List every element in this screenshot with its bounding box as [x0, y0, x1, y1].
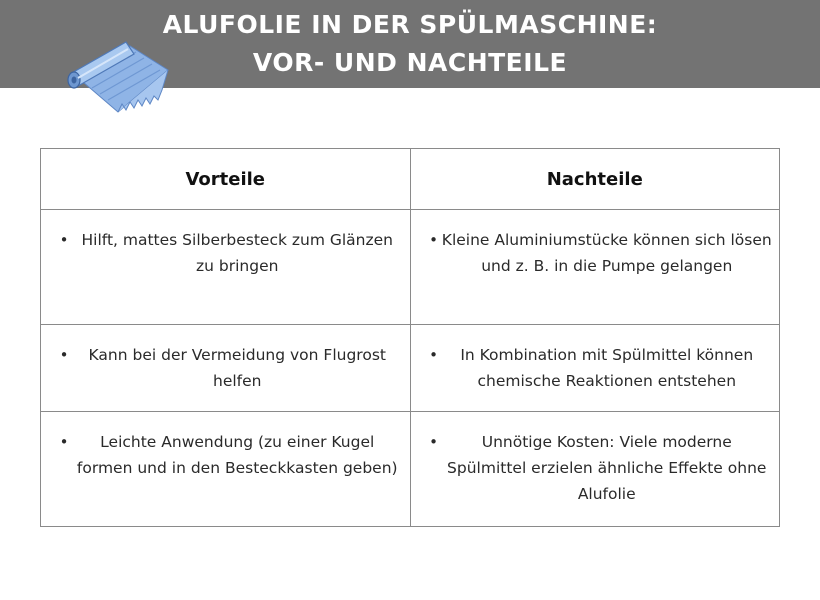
nachteil-text: Unnötige Kosten: Viele moderne Spülmittel erzielen ähnliche Effekte ohne Alufolie — [447, 433, 767, 503]
table-row — [41, 210, 780, 325]
table-row — [41, 325, 780, 412]
bullet-icon: • — [59, 231, 69, 249]
column-header-nachteile: Nachteile — [410, 149, 780, 210]
nachteil-text: In Kombination mit Spülmittel können chemische Reaktionen entstehen — [460, 346, 754, 390]
vorteil-text: Leichte Anwendung (zu einer Kugel formen und in den Besteckkasten geben) — [76, 433, 398, 477]
bullet-icon: • — [429, 231, 438, 249]
title-line-2: VOR- UND NACHTEILE — [252, 48, 568, 77]
bullet-icon: • — [429, 346, 438, 364]
bullet-icon: • — [59, 346, 69, 364]
vorteil-text: Hilft, mattes Silberbesteck zum Glänzen zu bringen — [81, 231, 393, 275]
pros-cons-table — [40, 148, 780, 527]
table-row — [41, 412, 780, 527]
title-line-1: ALUFOLIE IN DER SPÜLMASCHINE: — [162, 10, 658, 39]
column-header-vorteile: Vorteile — [41, 149, 411, 210]
nachteil-text: Kleine Aluminiumstücke können sich lösen und z. B. in die Pumpe gelangen — [441, 231, 772, 275]
bullet-icon: • — [59, 433, 69, 451]
vorteil-cell — [41, 210, 411, 325]
vorteil-cell — [41, 412, 411, 527]
vorteil-text: Kann bei der Vermeidung von Flugrost helfen — [88, 346, 386, 390]
nachteil-cell — [410, 325, 780, 412]
bullet-icon: • — [429, 433, 438, 451]
nachteil-cell — [410, 210, 780, 325]
page-title — [0, 6, 820, 82]
nachteil-cell — [410, 412, 780, 527]
vorteil-cell — [41, 325, 411, 412]
table-header-row — [41, 149, 780, 210]
